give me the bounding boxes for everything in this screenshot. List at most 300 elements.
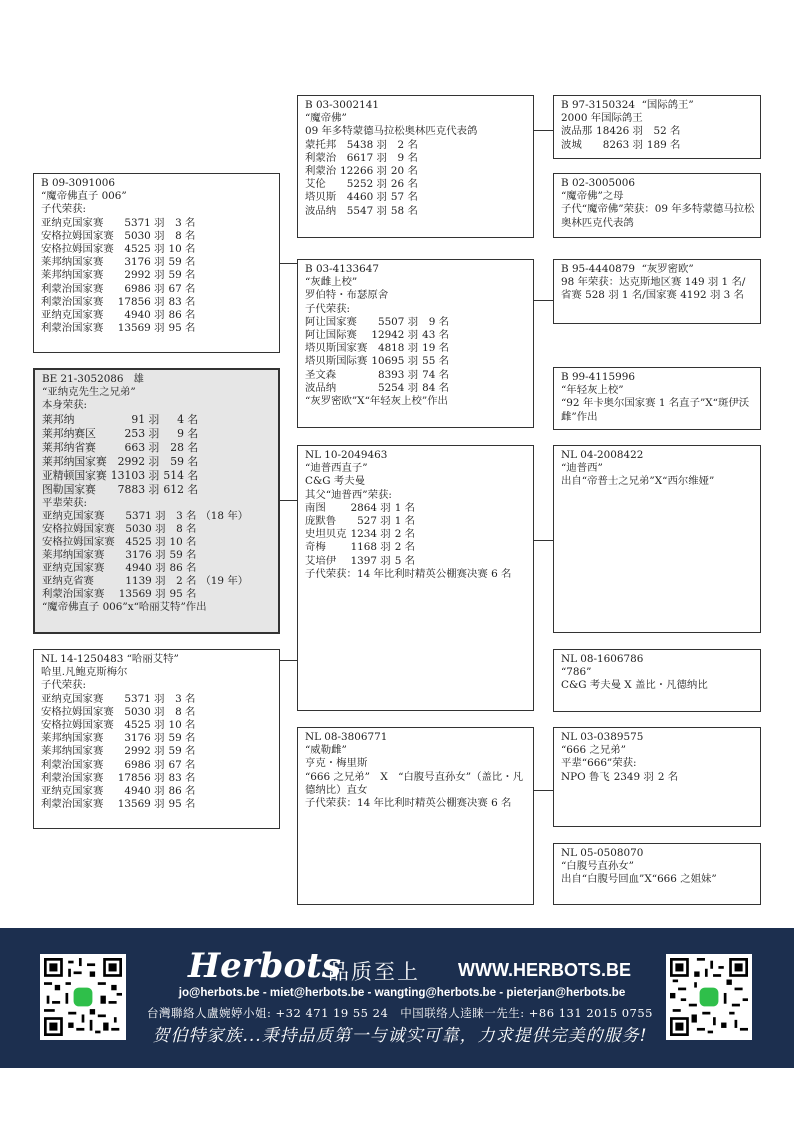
bird-count: 5030 羽 (124, 229, 165, 242)
rank: 9 名 (428, 315, 450, 328)
result-row (561, 139, 680, 152)
rank: 57 名 (390, 191, 418, 204)
race-name: 亚纳克国家赛 (41, 785, 104, 798)
race-name: 安格拉姆国家赛 (42, 535, 115, 548)
note: 98 年荣获：达克斯地区赛 149 羽 1 名/省赛 528 羽 1 名/国家赛 4192 羽 3 名 (561, 276, 746, 302)
note: 出自“白腹号回血”X“666 之姐妹” (561, 873, 717, 886)
connector-line (534, 790, 554, 791)
bird-count: 1397 羽 (350, 554, 391, 567)
bird-count: 3176 羽 (124, 732, 165, 745)
bird-count: 7883 羽 (117, 482, 160, 496)
result-row (305, 342, 449, 355)
race-name: 安格拉姆国家赛 (41, 719, 114, 732)
results-table (305, 316, 449, 395)
bird-count: 3176 羽 (125, 548, 166, 561)
result-row (41, 745, 195, 758)
note: 2000 年国际鸽王 (561, 112, 643, 125)
race-name: 亚纳克国家赛 (41, 216, 104, 229)
contact-line: 台灣聯絡人盧婉婷小姐: +32 471 19 55 24 中国联络人逵睐一先生: +86 131 2015 0755 (146, 1006, 654, 1020)
result-row (42, 588, 248, 601)
ring-number: NL 08-1606786 (561, 653, 644, 665)
result-row (305, 528, 415, 541)
ring-number: B 95-4440879 (561, 263, 635, 275)
result-row (41, 785, 195, 798)
bird-count: 6986 羽 (124, 758, 165, 771)
bird-count: 4818 羽 (377, 342, 419, 355)
race-name: 艾培伊 (305, 554, 337, 567)
result-row (41, 230, 195, 243)
note: 09 年多特蒙德马拉松奥林匹克代表鸽 (305, 125, 478, 138)
result-row (42, 510, 248, 523)
rank: 8 名 (175, 229, 196, 242)
rank: 83 名 (168, 771, 196, 784)
grandparent-card-8 (553, 843, 761, 905)
result-row (41, 322, 195, 335)
result-row (305, 555, 415, 568)
result-row (305, 152, 418, 165)
results-table (41, 693, 195, 812)
ring-number: B 97-3150324 (561, 99, 635, 111)
bird-count: 13569 羽 (118, 587, 166, 600)
result-row (42, 413, 198, 427)
pigeon-name: “魔帝佛直子 006” (41, 190, 127, 203)
website-link[interactable]: WWW.HERBOTS.BE (458, 960, 631, 980)
bird-count: 253 羽 (124, 426, 160, 440)
bird-count: 8263 羽 (602, 138, 643, 151)
year-note: （19 年） (200, 574, 249, 587)
sire-dam-card (297, 259, 534, 428)
race-name: 奇梅 (305, 541, 326, 554)
rank: 19 名 (422, 342, 450, 355)
progeny-note: 子代荣获：14 年比利时精英公棚赛决赛 6 名 (305, 567, 512, 580)
note: “666 之兄弟” X “白腹号直孙女”（盖比・凡德纳比）直女 (305, 770, 524, 796)
note: “92 年卡奥尔国家赛 1 名直子”X“斑伊沃雌”作出 (561, 397, 750, 423)
rank: 3 名 (175, 692, 196, 705)
results-header: 其父“迪普西”荣获: (305, 488, 392, 501)
race-name: 利蒙治国家赛 (42, 587, 105, 600)
bird-count: 4525 羽 (125, 535, 166, 548)
rank: 95 名 (168, 798, 196, 811)
race-name: 安格拉姆国家赛 (41, 243, 114, 256)
result-row (41, 719, 195, 732)
rank: 2 名 (657, 770, 679, 783)
bird-count: 2992 羽 (117, 454, 160, 468)
bird-count: 13103 羽 (110, 468, 160, 482)
rank: 67 名 (168, 758, 196, 771)
ring-number: NL 08-3806771 (305, 731, 388, 743)
pigeon-name: “灰雌上校” (305, 276, 358, 289)
result-row (42, 427, 198, 441)
bird-count: 5371 羽 (125, 509, 166, 522)
year-note (196, 523, 248, 536)
bird-count: 3176 羽 (124, 256, 165, 269)
bird-count: 2992 羽 (124, 269, 165, 282)
brand-row (178, 946, 631, 986)
year-note (196, 588, 248, 601)
connector-line (280, 500, 298, 501)
pigeon-name: “灰罗密欧” (641, 263, 694, 275)
race-name: 莱邦纳赛区 (42, 426, 96, 440)
rank: 3 名 (176, 509, 197, 522)
pigeon-name: “威勒雌” (305, 744, 347, 757)
race-name: 莱邦纳国家赛 (42, 548, 105, 561)
results-table (561, 125, 680, 151)
bird-count: 4940 羽 (124, 309, 165, 322)
bird-count: 2992 羽 (124, 745, 165, 758)
pigeon-name: “786” (561, 666, 592, 679)
bird-count: 4460 羽 (346, 191, 387, 204)
email-list[interactable]: jo@herbots.be - miet@herbots.be - wangting@herbots.be - pieterjan@herbots.be (178, 986, 626, 999)
bird-count: 8393 羽 (377, 368, 419, 381)
race-name: 安格拉姆国家赛 (42, 522, 115, 535)
rank: 5 名 (394, 554, 416, 567)
note: 平辈“666”荣获: (561, 757, 637, 770)
ring-number: BE 21-3052086 (42, 373, 124, 385)
qr-code-icon (44, 958, 122, 1036)
qr-code-wechat-icon (666, 954, 752, 1040)
rank: 8 名 (175, 705, 196, 718)
race-name: 阿让国家赛 (305, 315, 357, 328)
race-name: 波城 (561, 138, 582, 151)
bird-count: 91 羽 (131, 412, 160, 426)
result-row (305, 515, 415, 528)
result-row (41, 693, 195, 706)
rank: 26 名 (390, 178, 418, 191)
result-row (42, 483, 198, 497)
sire-sire-card (297, 95, 534, 238)
pigeon-name: “666 之兄弟” (561, 744, 626, 757)
rank: 74 名 (422, 368, 450, 381)
rank: 86 名 (168, 309, 196, 322)
result-row (305, 369, 449, 382)
rank: 4 名 (177, 412, 199, 426)
result-row (561, 771, 678, 784)
race-name: 塔贝斯国家赛 (305, 342, 368, 355)
rank: 10 名 (168, 243, 196, 256)
bird-count: 1139 羽 (125, 574, 166, 587)
results-header: 子代荣获: (305, 302, 351, 315)
rank: 43 名 (422, 329, 450, 342)
rank: 1 名 (394, 515, 416, 528)
pigeon-name: “年轻灰上校” (561, 384, 624, 397)
bird-count: 663 羽 (124, 440, 160, 454)
ring-number: NL 03-0389575 (561, 731, 644, 743)
race-name: 莱邦纳省赛 (42, 440, 96, 454)
note: 出自“帝普士之兄弟”X“西尔维娅” (561, 475, 715, 488)
race-name: NPO 鲁飞 (561, 770, 610, 783)
progeny-note: 子代荣获：14 年比利时精英公棚赛决赛 6 名 (305, 797, 512, 810)
bird-count: 4940 羽 (125, 561, 166, 574)
race-name: 蒙托邦 (305, 138, 337, 151)
race-name: 亚精顿国家赛 (42, 468, 107, 482)
rank: 3 名 (175, 216, 196, 229)
race-name: 亚纳克国家赛 (41, 309, 104, 322)
race-name: 史坦贝克 (305, 528, 347, 541)
year-note (196, 549, 248, 562)
results-table (305, 139, 418, 218)
rank: 59 名 (169, 548, 197, 561)
brand-slogan: 品质至上 (328, 960, 420, 984)
connector-line (534, 130, 554, 131)
rank: 84 名 (422, 381, 450, 394)
bird-count: 4525 羽 (124, 243, 165, 256)
race-name: 利蒙治国家赛 (41, 798, 104, 811)
rank: 9 名 (397, 151, 418, 164)
result-row (305, 329, 449, 342)
sex-label: 雄 (133, 373, 144, 385)
bird-count: 18426 羽 (596, 125, 643, 138)
rank: 59 名 (168, 732, 196, 745)
race-name: 图勒国家赛 (42, 482, 96, 496)
result-row (305, 316, 449, 329)
parents-note: “魔帝佛直子 006”x“哈丽艾特”作出 (42, 600, 207, 613)
pigeon-name: “迪普西直子” (305, 462, 368, 475)
rank: 58 名 (390, 204, 418, 217)
bird-count: 17856 羽 (117, 771, 165, 784)
grandparent-card-7 (553, 727, 761, 827)
pigeon-name: “白腹号直孙女” (561, 860, 634, 873)
result-row (42, 549, 248, 562)
result-row (41, 732, 195, 745)
pigeon-name: “迪普西” (561, 462, 603, 475)
result-row (41, 283, 195, 296)
rank: 2 名 (394, 528, 416, 541)
bird-count: 4940 羽 (124, 785, 165, 798)
bird-count: 13569 羽 (117, 798, 165, 811)
rank: 2 名 (176, 574, 197, 587)
breeder: C&G 考夫曼 (305, 475, 365, 488)
bird-count: 17856 羽 (117, 295, 165, 308)
rank: 612 名 (163, 482, 199, 496)
race-name: 利蒙治国家赛 (41, 295, 104, 308)
rank: 8 名 (176, 522, 197, 535)
race-name: 圣文森 (305, 368, 337, 381)
dam-card (33, 649, 280, 829)
result-row (561, 125, 680, 138)
bird-count: 5438 羽 (346, 138, 387, 151)
result-row (305, 191, 418, 204)
bird-count: 12942 羽 (371, 329, 419, 342)
pigeon-name: “魔帝佛”之母 (561, 190, 624, 203)
bird-count: 5507 羽 (377, 315, 419, 328)
race-name: 亚纳克省赛 (42, 574, 94, 587)
breeder: 亨克・梅里斯 (305, 757, 368, 770)
parents-note: “灰罗密欧”X“年轻灰上校”作出 (305, 395, 448, 408)
race-name: 利蒙治国家赛 (41, 771, 104, 784)
ring-number: B 99-4115996 (561, 371, 635, 383)
pigeon-name: “魔帝佛” (305, 112, 347, 125)
race-name: 阿让国际赛 (305, 329, 357, 342)
year-note: （18 年） (200, 509, 249, 522)
race-name: 亚纳克国家赛 (41, 692, 104, 705)
race-name: 安格拉姆国家赛 (41, 229, 114, 242)
results-header: 本身荣获: (42, 399, 88, 412)
connector-line (280, 660, 298, 661)
bird-count: 5030 羽 (125, 522, 166, 535)
grandparent-card-6 (553, 649, 761, 712)
pigeon-name: “哈丽艾特” (126, 653, 179, 665)
rank: 86 名 (168, 785, 196, 798)
results-header: 子代荣获: (41, 679, 87, 692)
race-name: 利蒙治国家赛 (41, 758, 104, 771)
qr-code-icon (670, 958, 748, 1036)
rank: 514 名 (163, 468, 199, 482)
ring-number: B 03-3002141 (305, 99, 379, 111)
race-name: 南图 (305, 501, 326, 514)
ring-number: B 03-4133647 (305, 263, 379, 275)
result-row (41, 296, 195, 309)
rank: 52 名 (653, 125, 681, 138)
results-table (561, 771, 678, 784)
bird-count: 2349 羽 (613, 770, 654, 783)
pigeon-name: “国际鸽王” (641, 99, 694, 111)
results-header: 平辈荣获: (42, 496, 88, 509)
rank: 59 名 (168, 269, 196, 282)
year-note (196, 536, 248, 549)
result-row (41, 759, 195, 772)
bird-count: 2864 羽 (350, 501, 391, 514)
results-table (42, 510, 248, 601)
ring-number: B 02-3005006 (561, 177, 635, 189)
dam-sire-card (297, 445, 534, 711)
race-name: 莱邦纳国家赛 (41, 269, 104, 282)
race-name: 亚纳克国家赛 (42, 509, 105, 522)
race-name: 艾伦 (305, 178, 326, 191)
bird-count: 5371 羽 (124, 216, 165, 229)
result-row (41, 706, 195, 719)
result-row (42, 455, 198, 469)
bird-count: 1168 羽 (350, 541, 391, 554)
results-table (42, 413, 198, 497)
result-row (305, 382, 449, 395)
grandparent-card-1 (553, 95, 761, 159)
motto: 贺伯特家族...秉持品质第一与诚实可靠，力求提供完美的服务! (152, 1026, 648, 1046)
bird-count: 5254 羽 (377, 381, 419, 394)
result-row (42, 469, 198, 483)
pigeon-name: “亚纳克先生之兄弟” (42, 386, 136, 399)
rank: 59 名 (168, 256, 196, 269)
bird-count: 5371 羽 (124, 692, 165, 705)
note: C&G 考夫曼 X 盖比・凡德纳比 (561, 679, 708, 692)
result-row (42, 536, 248, 549)
result-row (305, 178, 418, 191)
rank: 28 名 (170, 440, 199, 454)
race-name: 利蒙治国家赛 (41, 322, 104, 335)
results-table (305, 502, 415, 568)
rank: 83 名 (168, 295, 196, 308)
race-name: 莱邦纳 (42, 412, 75, 426)
results-table (41, 217, 195, 336)
race-name: 莱邦纳国家赛 (41, 256, 104, 269)
result-row (42, 523, 248, 536)
result-row (41, 772, 195, 785)
ring-number: NL 14-1250483 (41, 653, 124, 665)
race-name: 塔贝斯 (305, 191, 337, 204)
race-name: 莱邦纳国家赛 (41, 745, 104, 758)
race-name: 莱邦纳国家赛 (41, 732, 104, 745)
race-name: 莱邦纳国家赛 (42, 454, 107, 468)
result-row (305, 165, 418, 178)
race-name: 亚纳克国家赛 (42, 561, 105, 574)
bird-count: 6986 羽 (124, 282, 165, 295)
result-row (41, 243, 195, 256)
result-row (41, 309, 195, 322)
connector-line (280, 263, 298, 264)
note: 子代“魔帝佛”荣获：09 年多特蒙德马拉松奥林匹克代表鸽 (561, 203, 755, 229)
result-row (305, 541, 415, 554)
year-note (196, 562, 248, 575)
bird-count: 5547 羽 (346, 204, 387, 217)
result-row (305, 205, 418, 218)
result-row (41, 269, 195, 282)
rank: 1 名 (394, 501, 416, 514)
result-row (41, 217, 195, 230)
bird-count: 6617 羽 (346, 151, 387, 164)
grandparent-card-3 (553, 259, 761, 324)
breeder: 罗伯特・布瑟原舍 (305, 289, 389, 302)
bird-count: 527 羽 (357, 515, 391, 528)
ring-number: B 09-3091006 (41, 177, 115, 189)
race-name: 波品纳 (305, 204, 337, 217)
result-row (41, 256, 195, 269)
result-row (305, 502, 415, 515)
result-row (42, 575, 248, 588)
grandparent-card-5 (553, 445, 761, 633)
bird-count: 1234 羽 (350, 528, 391, 541)
rank: 59 名 (170, 454, 199, 468)
footer-banner (0, 928, 794, 1068)
race-name: 塔贝斯国际赛 (305, 355, 368, 368)
race-name: 庞默鲁 (305, 515, 337, 528)
rank: 95 名 (168, 322, 196, 335)
connector-line (534, 540, 554, 541)
rank: 2 名 (397, 138, 418, 151)
result-row (42, 441, 198, 455)
bird-count: 4525 羽 (124, 719, 165, 732)
race-name: 利蒙治 (305, 165, 337, 178)
rank: 189 名 (646, 138, 681, 151)
ring-number: NL 05-0508070 (561, 847, 644, 859)
bird-count: 12266 羽 (340, 165, 387, 178)
ring-number: NL 10-2049463 (305, 449, 388, 461)
result-row (41, 798, 195, 811)
results-header: 子代荣获: (41, 203, 87, 216)
result-row (42, 562, 248, 575)
rank: 67 名 (168, 282, 196, 295)
rank: 59 名 (168, 745, 196, 758)
race-name: 波品纳 (305, 381, 337, 394)
rank: 10 名 (169, 535, 197, 548)
qr-code-line-icon (40, 954, 126, 1040)
bird-count: 5030 羽 (124, 705, 165, 718)
race-name: 利蒙治国家赛 (41, 282, 104, 295)
race-name: 波品那 (561, 125, 593, 138)
result-row (305, 139, 418, 152)
subject-card (33, 368, 280, 634)
bird-count: 13569 羽 (117, 322, 165, 335)
connector-line (534, 300, 554, 301)
breeder: 哈里.凡鲍克斯梅尔 (41, 666, 128, 679)
rank: 20 名 (390, 165, 418, 178)
result-row (305, 355, 449, 368)
brand-logo: Herbots (188, 946, 341, 986)
ring-number: NL 04-2008422 (561, 449, 644, 461)
rank: 55 名 (422, 355, 450, 368)
dam-dam-card (297, 727, 534, 905)
grandparent-card-4 (553, 367, 761, 430)
bird-count: 10695 羽 (371, 355, 419, 368)
rank: 86 名 (169, 561, 197, 574)
